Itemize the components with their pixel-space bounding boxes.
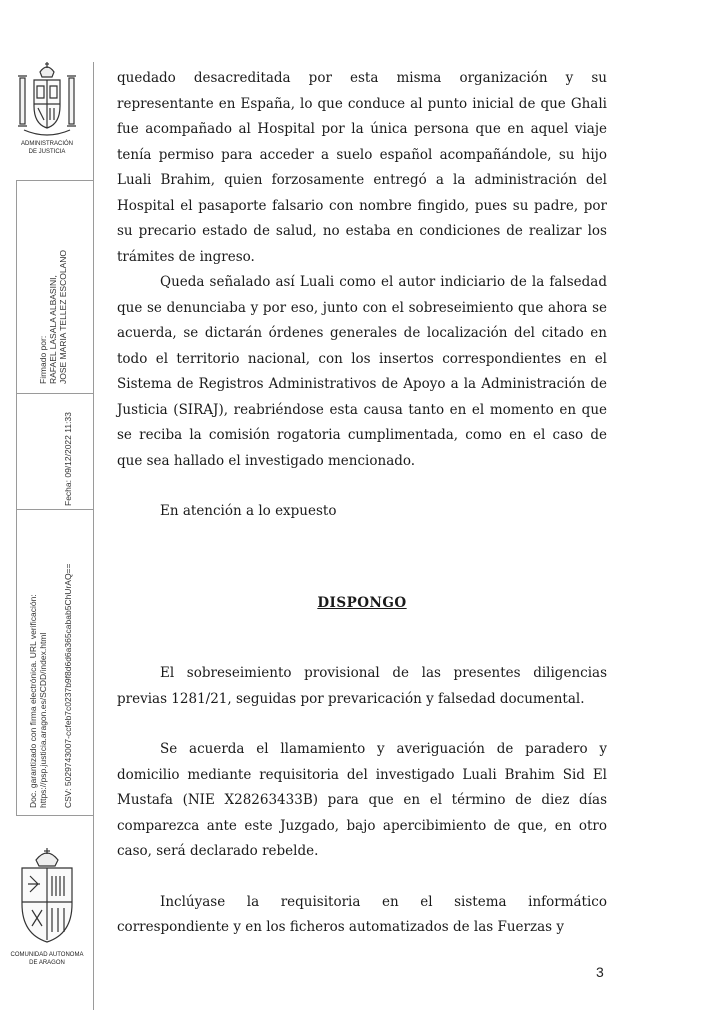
- comunidad-aragon-label: COMUNIDAD AUTONOMA DE ARAGON: [10, 952, 84, 966]
- paragraph-en-atencion: En atención a lo expuesto: [160, 503, 337, 519]
- administracion-justicia-label: ADMINISTRACIÓN DE JUSTICIA: [20, 141, 73, 155]
- page-number: 3: [596, 964, 604, 980]
- left-margin-column: [0, 0, 94, 1024]
- verification-note: Doc. garantizado con firma electrónica. URL verificación:: [28, 594, 38, 808]
- paragraph-continuation: quedado desacreditada por esta misma organización y su representante en España, lo que conduce al punto inicial de que Ghali fue acompañado al Hospital por la única persona que en aquel viaje tenía permiso para acceder a suelo español acompañándole, su hijo Luali Brahim, quien forzosamente entregó a la administración del Hospital el pasaporte falsario con nombre fingido, pues su padre, por su precario estado de salud, no estaba en condiciones de realizar los trámites de ingreso.: [117, 70, 607, 265]
- paragraph-sobreseimiento: El sobreseimiento provisional de las presentes diligencias previas 1281/21, seguidas por prevaricación y falsedad documental.: [117, 665, 607, 707]
- signature-date: Fecha: 09/12/2022 11:33: [63, 412, 73, 506]
- signer-name-1: RAFAEL LASALA ALBASINI,: [48, 275, 58, 384]
- margin-rule: [93, 62, 94, 1010]
- paragraph-requisitoria: Se acuerda el llamamiento y averiguación de paradero y domicilio mediante requisitoria del investigado Luali Brahim Sid El Mustafa (NIE X28263433B) para que en el término de diez días comparezca ante este Juzgado, bajo apercibimiento de que, en otro caso, será declarado rebelde.: [117, 741, 607, 859]
- aragon-coat-of-arms-icon: [14, 846, 80, 946]
- document-body: [117, 66, 607, 525]
- paragraph-luali-indicted: Queda señalado así Luali como el autor indiciario de la falsedad que se denunciaba y por eso, junto con el sobreseimiento que ahora se acuerda, se dictarán órdenes generales de localización del citado en todo el territorio nacional, con los insertos correspondientes en el Sistema de Registros Administrativos de Apoyo a la Administración de Justicia (SIRAJ), reabriéndose esta causa tanto en el momento en que se reciba la comisión rogatoria cumplimentada, como en el caso de que sea hallado el investigado mencionado.: [117, 274, 607, 469]
- paragraph-incluyase: Inclúyase la requisitoria en el sistema informático correspondiente y en los ficheros automatizados de las Fuerzas y: [117, 893, 607, 935]
- verification-url: https://psp.justicia.aragon.es/SCDD/index.html: [38, 632, 48, 808]
- resolution-body: [117, 661, 607, 941]
- signature-box-divider: [17, 509, 94, 510]
- signed-by-label: Firmado por:: [38, 335, 48, 384]
- dispongo-heading: DISPONGO: [317, 595, 407, 611]
- spain-coat-of-arms-icon: [14, 60, 80, 142]
- csv-code: CSV: 5029743007-ccfeb7c0237b9f8d6d6a365cabab5ChUrAQ==: [63, 563, 73, 808]
- signer-name-2: JOSE MARIA TELLEZ ESCOLANO: [58, 250, 68, 384]
- signature-box-divider: [17, 393, 94, 394]
